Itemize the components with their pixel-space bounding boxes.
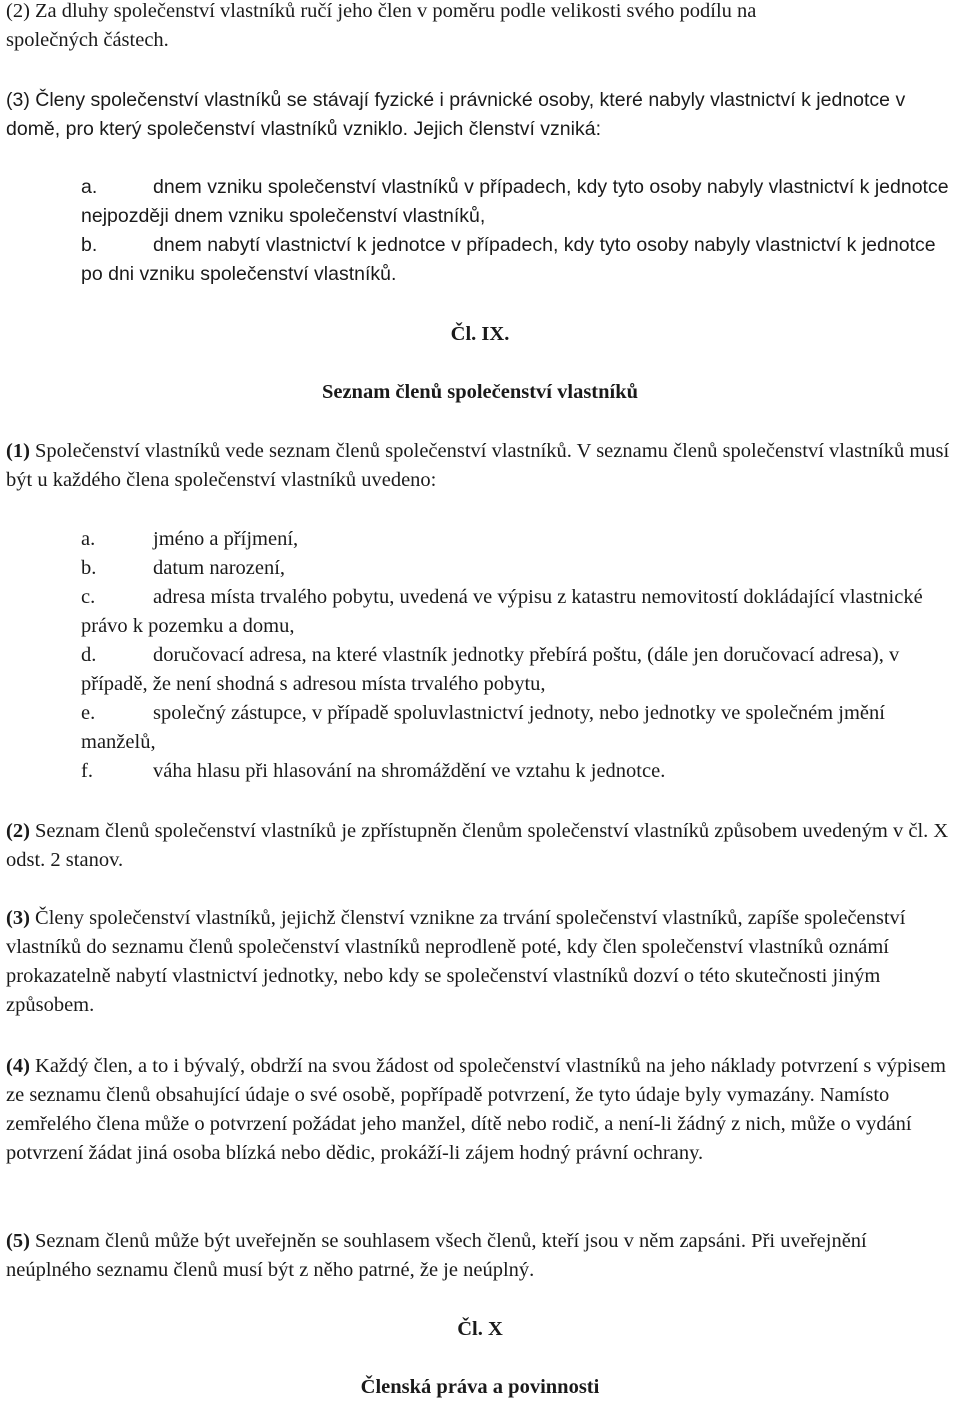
paragraph-text: Seznam členů může být uveřejněn se souhlasem všech členů, kteří jsou v něm zapsáni. Při uveřejnění neúplného seznamu členů musí být z něho patrné, že je neúplný. (6, 1230, 867, 1281)
list-item (81, 641, 956, 699)
article-9-number: Čl. IX. (450, 323, 510, 345)
paragraph-number: (4) (6, 1055, 30, 1077)
list-item (81, 173, 956, 231)
list-item-marker: e. (81, 702, 96, 724)
list-item-marker: c. (81, 586, 96, 608)
article-9-paragraph-4 (6, 1052, 956, 1168)
article-10-title: Členská práva a povinnosti (360, 1376, 600, 1398)
list-item-marker: a. (81, 176, 98, 198)
list-item-marker: a. (81, 528, 96, 550)
list-item-marker: f. (81, 760, 93, 782)
article-9-paragraph-5 (6, 1227, 956, 1285)
list-item-text: dnem nabytí vlastnictví k jednotce v případech, kdy tyto osoby nabyly vlastnictví k jednotce po dni vzniku společenství vlastníků. (81, 234, 936, 285)
list-item (81, 231, 956, 289)
article-9-paragraph-2 (6, 817, 956, 875)
paragraph-text: Společenství vlastníků vede seznam členů společenství vlastníků. V seznamu členů společenství vlastníků musí být u každého člena společenství vlastníků uvedeno: (6, 440, 950, 491)
paragraph-number: (3) (6, 907, 30, 929)
paragraph-number: (2) (6, 820, 30, 842)
list-item (81, 757, 956, 786)
list-item-text: jméno a příjmení, (153, 528, 299, 550)
list-item (81, 554, 956, 583)
paragraph-number: (1) (6, 440, 30, 462)
intro-paragraph-3: (3) Členy společenství vlastníků se stávají fyzické i právnické osoby, které nabyly vlastnictví k jednotce v domě, pro který společenství vlastníků vzniklo. Jejich členství vzniká: (6, 89, 906, 140)
list-item-marker: b. (81, 557, 97, 579)
list-item-text: adresa místa trvalého pobytu, uvedená ve výpisu z katastru nemovitostí dokládající vlastnické právo k pozemku a domu, (81, 586, 923, 637)
article-9-paragraph-1 (6, 437, 956, 495)
list-item (81, 583, 956, 641)
intro-list (81, 173, 956, 289)
list-item (81, 525, 956, 554)
list-item (81, 699, 956, 757)
article-9-title: Seznam členů společenství vlastníků (321, 381, 639, 403)
article-9-paragraph-3 (6, 904, 956, 1020)
list-item-text: datum narození, (153, 557, 286, 579)
paragraph-text: Každý člen, a to i bývalý, obdrží na svou žádost od společenství vlastníků na jeho náklady potvrzení s výpisem ze seznamu členů obsahující údaje o své osobě, popřípadě potvrzení, že tyto údaje byly vymazány. Namísto zemřelého člena může o potvrzení požádat jeho manžel, dítě nebo rodič, a není-li žádný z nich, může o vydání potvrzení žádat jiná osoba blízká nebo dědic, prokáží-li zájem hodný právní ochrany. (6, 1055, 946, 1164)
list-item-marker: d. (81, 644, 97, 666)
paragraph-text: Seznam členů společenství vlastníků je zpřístupněn členům společenství vlastníků způsobem uvedeným v čl. X odst. 2 stanov. (6, 820, 949, 871)
intro-paragraph-2-line1: (2) Za dluhy společenství vlastníků ručí jeho člen v poměru podle velikosti svého podílu na (6, 0, 757, 22)
list-item-text: dnem vzniku společenství vlastníků v případech, kdy tyto osoby nabyly vlastnictví k jednotce nejpozději dnem vzniku společenství vlastníků, (81, 176, 949, 227)
paragraph-number: (5) (6, 1230, 30, 1252)
intro-paragraph-2-line2: společných částech. (6, 29, 169, 51)
article-10-number: Čl. X (457, 1318, 503, 1340)
list-item-text: doručovací adresa, na které vlastník jednotky přebírá poštu, (dále jen doručovací adresa), v případě, že není shodná s adresou místa trvalého pobytu, (81, 644, 900, 695)
list-item-text: společný zástupce, v případě spoluvlastnictví jednoty, nebo jednotky ve společném jmění manželů, (81, 702, 885, 753)
paragraph-text: Členy společenství vlastníků, jejichž členství vznikne za trvání společenství vlastníků, zapíše společenství vlastníků do seznamu členů společenství vlastníků neprodleně poté, kdy člen společenství vlastníků oznámí prokazatelně nabytí vlastnictví jednotky, nebo kdy se společenství vlastníků dozví o této skutečnosti jiným způsobem. (6, 907, 906, 1016)
intro-paragraph-2 (6, 0, 956, 55)
list-item-text: váha hlasu při hlasování na shromáždění ve vztahu k jednotce. (153, 760, 666, 782)
article-9-list (81, 525, 956, 786)
list-item-marker: b. (81, 234, 98, 256)
